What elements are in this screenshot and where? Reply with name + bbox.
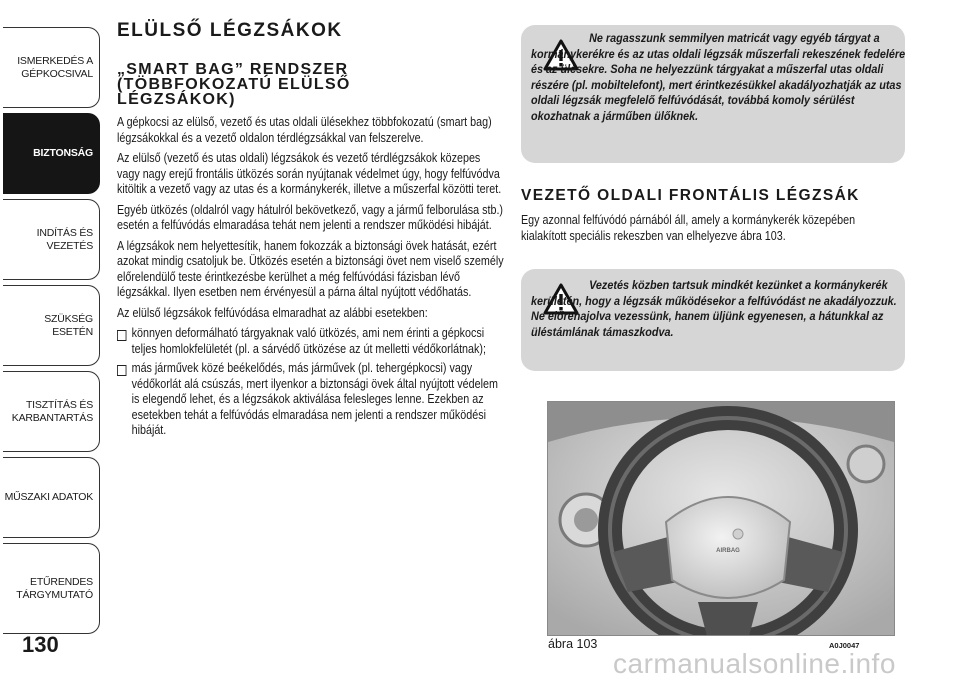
section-title: ELÜLSŐ LÉGZSÁKOK [117,20,343,41]
paragraph: Egy azonnal felfúvódó párnából áll, amely a kormánykerék közepében kialakított speciális rekeszben van elhelyezve ábra 103. [521,213,856,243]
paragraph: A gépkocsi az elülső, vezető és utas oldali ülésekhez többfokozatú (smart bag) légzsákokkal és a vezető oldalon térdlégzsákkal van felszerelve. [117,115,492,145]
tab-label: ETŰRENDES TÁRGYMUTATÓ [16,575,93,601]
watermark: carmanualsonline.info [613,648,896,679]
tab-label: INDÍTÁS ÉS VEZETÉS [36,226,93,252]
tab-label: MŰSZAKI ADATOK [4,491,93,503]
warning-text: Vezetés közben tartsuk mindkét kezünket a kormánykerék kerületén, hogy a légzsák működésekor a felfúvódást ne akadályozzuk. Ne előrehajolva vezessünk, hanem üljünk egyenesen, a hátunkkal az üléstámlának támaszkodva. [531,278,897,339]
list-item [117,326,506,357]
tab-biztonsag[interactable] [3,113,100,194]
checkbox-bullet-icon [117,365,126,376]
list-item-text: könnyen deformálható tárgyaknak való ütközés, ami nem érinti a gépkocsi teljes homlokfelületét (pl. a sárvédő ütközése az út melletti védőkorlátnak); [131,326,486,356]
tab-label: TISZTÍTÁS ÉS KARBANTARTÁS [11,398,93,424]
figure-steering-wheel [547,401,895,636]
warning-text: Ne ragasszunk semmilyen matricát vagy egyéb tárgyat a kormánykerékre és az utas oldali légzsák műszerfali rekeszének fedelére és az ülésekre. Soha ne helyezzünk tárgyakat a műszerfal utas oldali részére (pl. mobiltelefont), mert érintkezésükkel akadályozhatják az utas oldali légzsák megfelelő felfúvódását, továbbá komoly sérülést okozhatnak a járműben ülőknek. [531,31,906,123]
subsection-title: „SMART BAG” RENDSZER (TÖBBFOKOZATÚ ELÜLSŐ LÉGZSÁKOK) [117,61,351,108]
page-number: 130 [22,632,59,657]
figure-caption: ábra 103 [548,637,598,651]
tab-label: SZÜKSÉG ESETÉN [44,312,93,338]
paragraph: Az elülső (vezető és utas oldali) légzsákok és vezető térdlégzsákok közepes vagy nagy erejű frontális ütközés során nyújtanak védelmet úgy, hogy felfúvódva kitöltik a vezető vagy az utas és a kormánykerék, illetve a műszerfal közötti teret. [117,151,502,196]
tab-szukseg[interactable] [3,285,100,366]
paragraph: A légzsákok nem helyettesítik, hanem fokozzák a biztonsági övek hatását, ezért azokat mindig csatoljuk be. Ütközés esetén a biztonsági övet nem viselő személy előrelendülő teste érintkezésbe kerülhet a még felfúvódási fázisban lévő légzsákkal. Ilyen esetben nem érvényesül a párna által nyújtott védőhatás. [117,238,504,299]
figure-code: A0J0047 [829,641,860,650]
warning-box [521,269,905,371]
checkbox-bullet-icon [117,330,126,341]
tab-tisztitas[interactable] [3,371,100,452]
tab-ismerkedes[interactable] [3,27,100,108]
list-item [117,361,506,439]
list-item-text: más járművek közé beékelődés, más járművek (pl. tehergépkocsi) vagy védőkorlát alá csúszás, mert ilyenkor a biztonsági övek által nyújtott védelem is elegendő lehet, és a légzsákok aktiválása felesleges lenne. Ezekben az esetekben tehát a felfúvódás elmaradása nem jelenti a rendszer működési hibáját. [131,361,498,437]
warning-box [521,25,905,163]
tab-muszaki[interactable] [3,457,100,538]
tab-targymutato[interactable] [3,543,100,634]
steering-wheel-illustration [548,402,894,635]
paragraph: Az elülső légzsákok felfúvódása elmaradhat az alábbi esetekben: [117,305,428,320]
left-column [117,20,505,443]
tab-label: ISMERKEDÉS A GÉPKOCSIVAL [17,54,93,80]
section-heading: VEZETŐ OLDALI FRONTÁLIS LÉGZSÁK [521,187,860,204]
tab-inditas[interactable] [3,199,100,280]
paragraph: Egyéb ütközés (oldalról vagy hátulról bekövetkező, vagy a jármű felborulása stb.) esetén a felfúvódás elmaradása tehát nem jelenti a rendszer működési hibáját. [117,202,504,232]
airbag-label: AIRBAG [716,548,740,554]
tab-label: BIZTONSÁG [33,147,93,159]
